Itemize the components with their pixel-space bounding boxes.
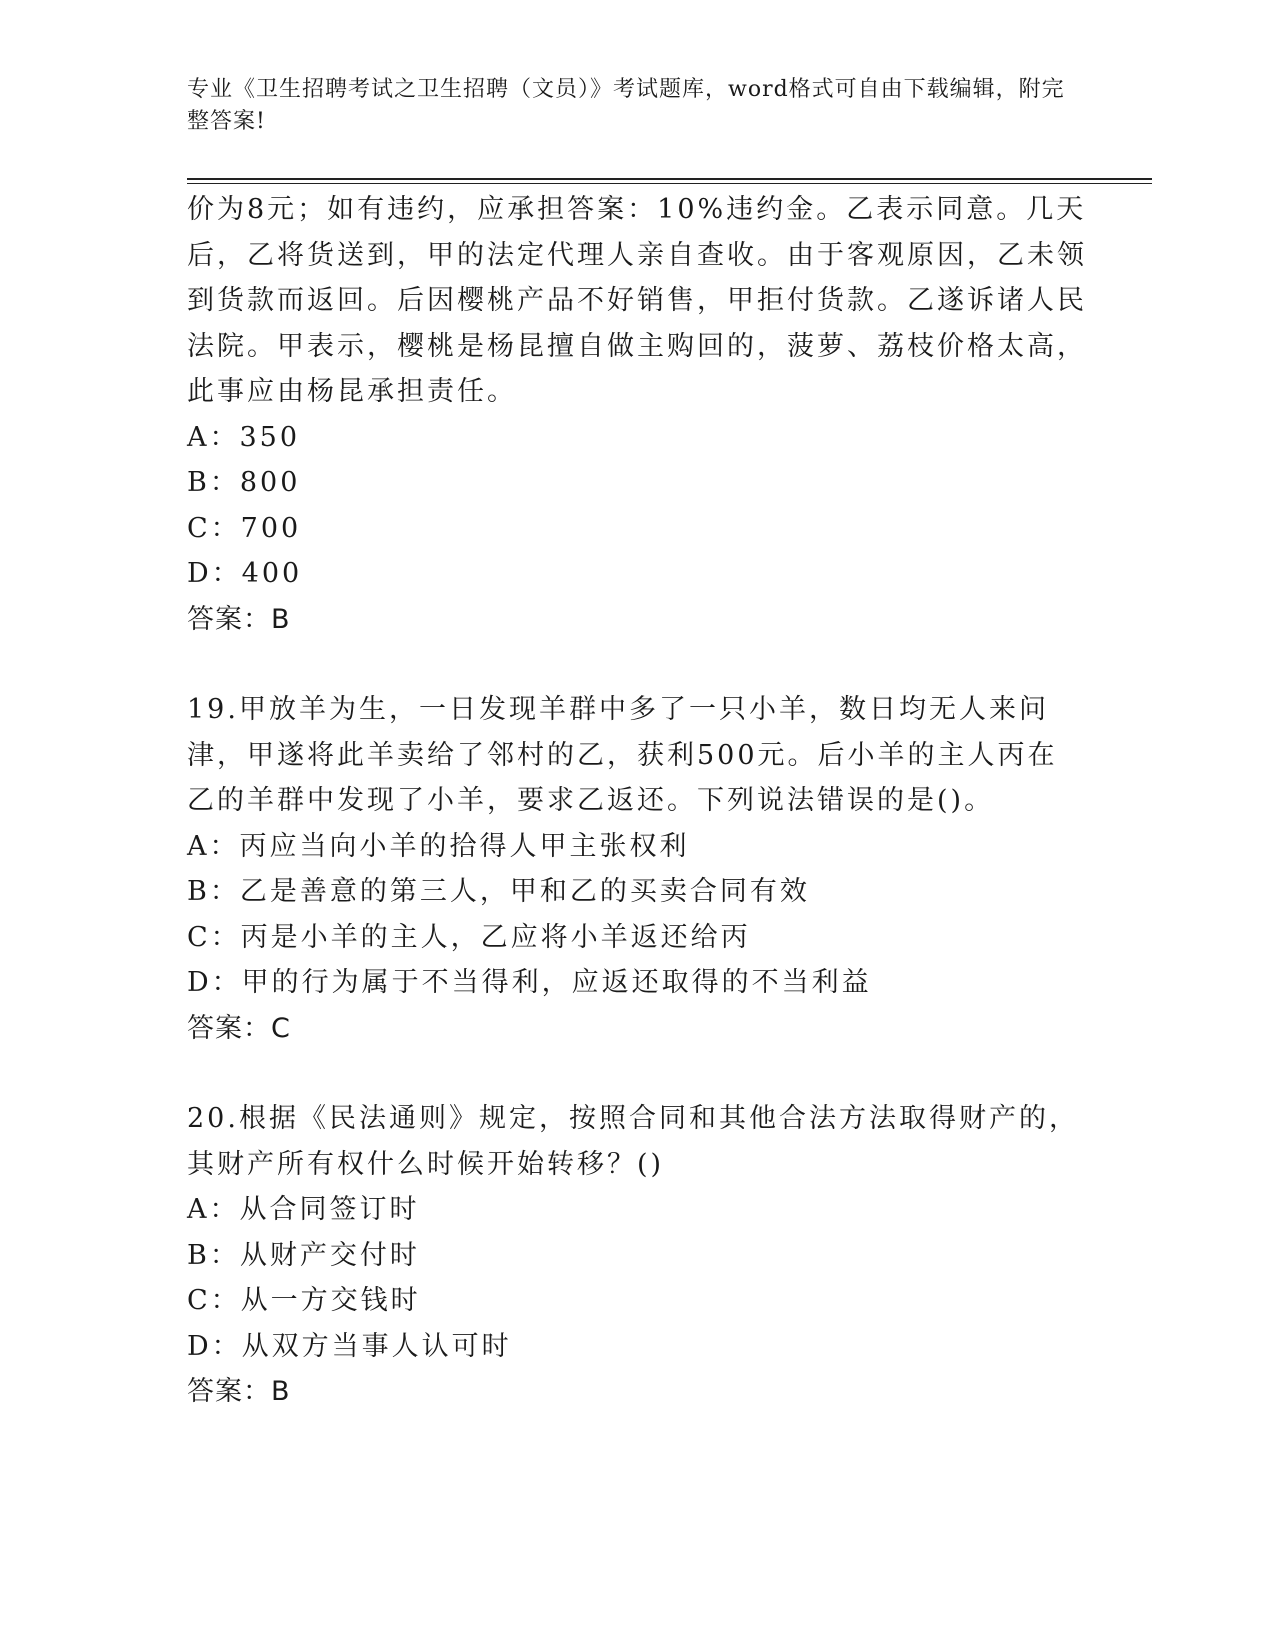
header-divider-thin: [187, 183, 1152, 184]
question-20-option-c: C：从一方交钱时: [187, 1285, 421, 1316]
question-18-continuation: 价为8元；如有违约，应承担答案：10%违约金。乙表示同意。几天后，乙将货送到，甲的法定代理人亲自查收。由于客观原因，乙未领到货款而返回。后因樱桃产品不好销售，甲拒付货款。乙遂诉诸人民法院。甲表示，樱桃是杨昆擅自做主购回的，菠萝、荔枝价格太高，此事应由杨昆承担责任。: [187, 194, 1087, 407]
question-20-text: 20.根据《民法通则》规定，按照合同和其他合法方法取得财产的，其财产所有权什么时候开始转移？(): [187, 1103, 1079, 1180]
question-18-option-a: A：350: [187, 421, 301, 453]
question-20-option-a: A：从合同签订时: [187, 1194, 420, 1225]
question-20-answer: 答案：B: [187, 1376, 291, 1407]
question-19: [187, 687, 1087, 1051]
question-18-answer: 答案：B: [187, 603, 291, 635]
question-20-option-b: B：从财产交付时: [187, 1239, 420, 1271]
header-divider: [187, 178, 1152, 180]
question-19-option-b: B：乙是善意的第三人，甲和乙的买卖合同有效: [187, 876, 810, 907]
question-19-answer: 答案：C: [187, 1012, 291, 1044]
question-18: [187, 187, 1087, 642]
question-19-option-d: D：甲的行为属于不当得利，应返还取得的不当利益: [187, 967, 872, 998]
document-header: [187, 74, 1067, 138]
question-19-option-c: C：丙是小羊的主人，乙应将小羊返还给丙: [187, 921, 751, 953]
question-18-option-c: C：700: [187, 512, 302, 544]
header-text: 专业《卫生招聘考试之卫生招聘（文员）》考试题库，word格式可自由下载编辑，附完整答案!: [187, 77, 1065, 134]
question-19-option-a: A：丙应当向小羊的拾得人甲主张权利: [187, 830, 690, 862]
question-20-option-d: D：从双方当事人认可时: [187, 1330, 512, 1362]
question-20: [187, 1096, 1087, 1415]
spacer: [187, 642, 1087, 687]
question-19-text: 19.甲放羊为生，一日发现羊群中多了一只小羊，数日均无人来问津，甲遂将此羊卖给了邻村的乙，获利500元。后小羊的主人丙在乙的羊群中发现了小羊，要求乙返还。下列说法错误的是()。: [187, 694, 1058, 816]
document-body: [187, 187, 1087, 1415]
spacer: [187, 1051, 1087, 1096]
question-18-option-b: B：800: [187, 467, 301, 498]
question-18-option-d: D：400: [187, 558, 303, 589]
